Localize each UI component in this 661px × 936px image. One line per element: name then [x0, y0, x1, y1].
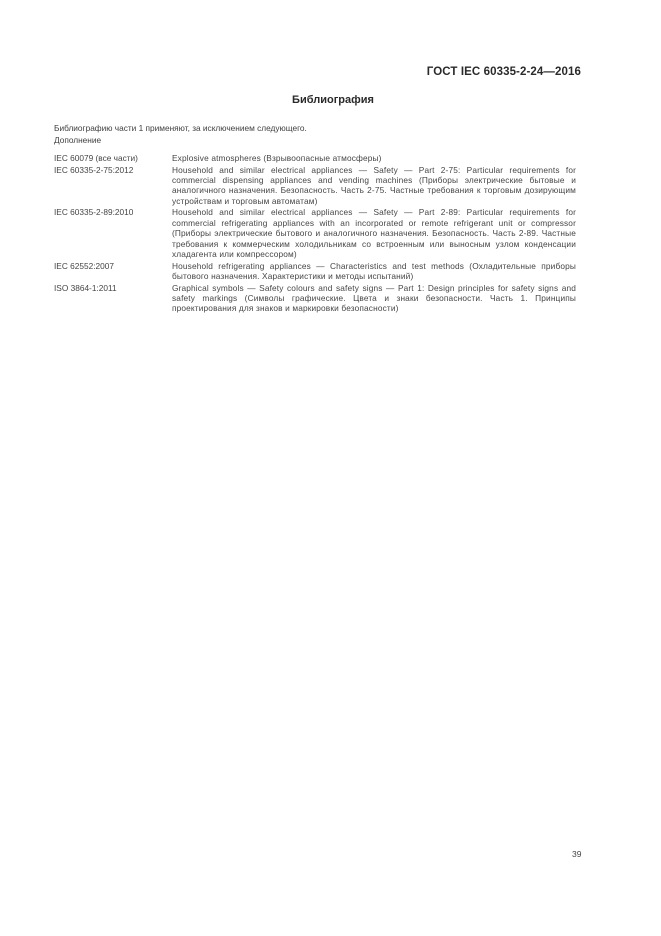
reference-code: IEC 60079 (все части)	[54, 153, 138, 163]
reference-code: IEC 60335-2-89:2010	[54, 207, 134, 218]
bibliography-entry	[54, 283, 576, 314]
reference-description: Graphical symbols — Safety colours and safety signs — Part 1: Design principles for safety signs and safety markings (Символы графические. Цвета и знаки безопасности. Часть 1. Принципы проектирования для знаков и маркировки безопасности)	[172, 282, 576, 314]
reference-description: Explosive atmospheres (Взрывоопасные атмосферы)	[172, 153, 382, 163]
bibliography-entry	[54, 165, 576, 207]
intro-line: Библиографию части 1 применяют, за исключением следующего.	[54, 123, 307, 133]
reference-description: Household and similar electrical appliances — Safety — Part 2-75: Particular requirements for commercial dispensing appliances and vending machines (Приборы электрические бытовые и аналогичного назначения. Безопасность. Часть 2-75. Частные требования к торговым дозирующим устройствам и торговым автоматам)	[172, 164, 576, 206]
reference-code: ISO 3864-1:2011	[54, 282, 117, 293]
page-number: 39	[572, 849, 582, 859]
intro-text	[54, 122, 307, 146]
bibliography-entry	[54, 153, 576, 163]
reference-description: Household and similar electrical appliances — Safety — Part 2-89: Particular requirements for commercial refrigerating appliances with an incorporated or remote refrigerant unit or compressor (Приборы электрические бытового и аналогичного назначения. Безопасность. Часть 2-89. Частные требования к коммерческим холодильникам со встроенным или выносным узлом конденсации хладагента или компрессором)	[172, 207, 576, 260]
reference-code: IEC 60335-2-75:2012	[54, 164, 134, 175]
bibliography-list	[54, 153, 576, 315]
reference-description: Household refrigerating appliances — Characteristics and test methods (Охладительные приборы бытового назначения. Характеристики и методы испытаний)	[172, 260, 576, 282]
reference-code: IEC 62552:2007	[54, 260, 114, 271]
bibliography-entry	[54, 261, 576, 282]
page-title: Библиография	[292, 94, 374, 106]
bibliography-entry	[54, 207, 576, 259]
supplement-label: Дополнение	[54, 135, 102, 145]
document-standard-header: ГОСТ IEC 60335-2-24—2016	[426, 66, 581, 78]
